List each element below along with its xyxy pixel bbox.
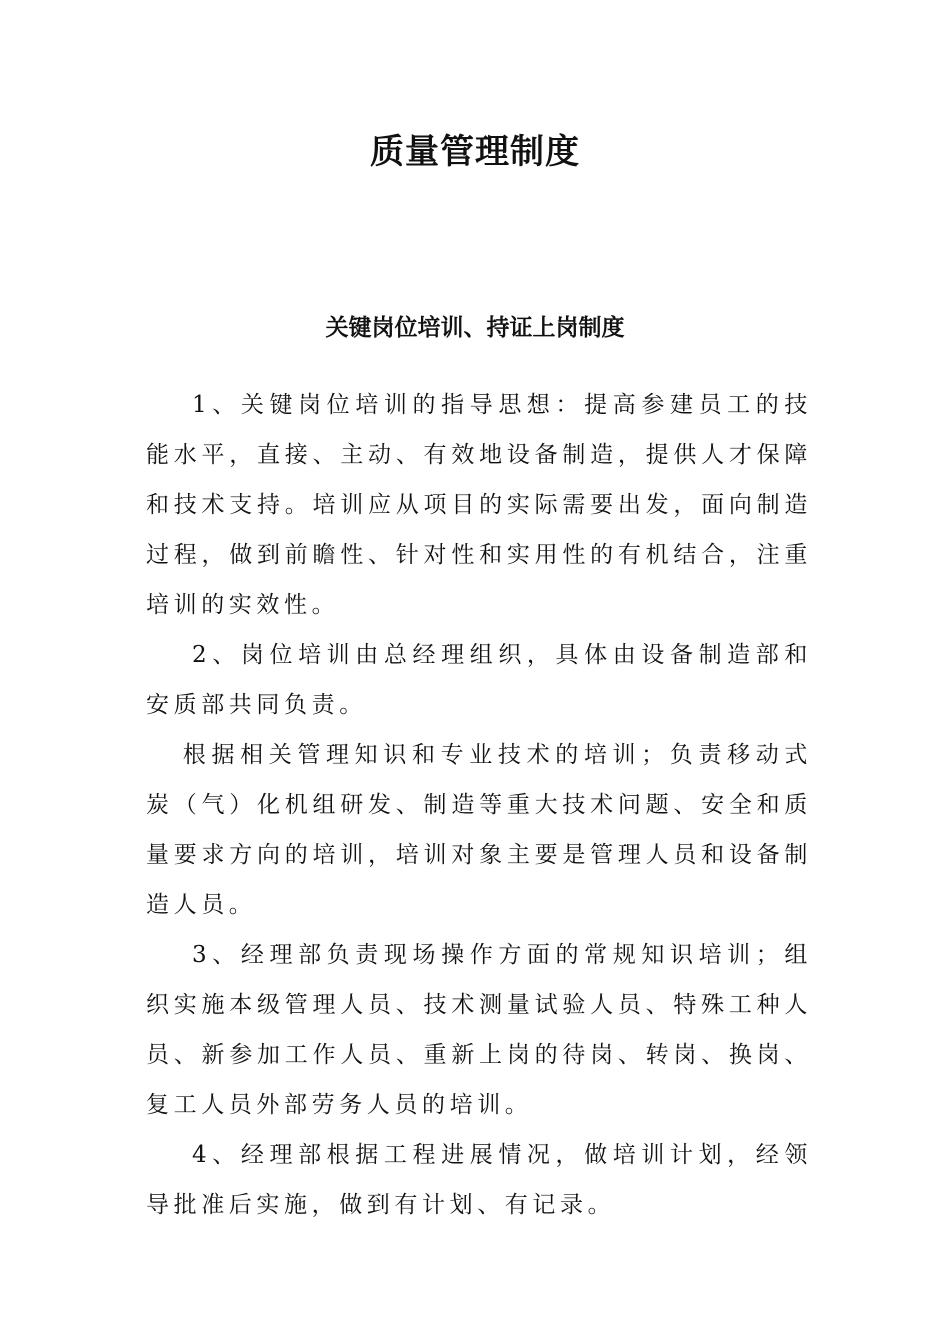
paragraph-1: 1、关键岗位培训的指导思想：提高参建员工的技能水平，直接、主动、有效地设备制造，提供人才保障和技术支持。培训应从项目的实际需要出发，面向制造过程，做到前瞻性、针对性和实用性的有机结合，注重培训的实效性。 xyxy=(146,392,812,618)
document-body xyxy=(146,380,812,1230)
section-title: 关键岗位培训、持证上岗制度 xyxy=(325,314,625,341)
paragraph-3: 根据相关管理知识和专业技术的培训；负责移动式炭（气）化机组研发、制造等重大技术问题、安全和质量要求方向的培训，培训对象主要是管理人员和设备制造人员。 xyxy=(146,742,812,918)
document-title: 质量管理制度 xyxy=(370,132,580,172)
paragraph-5: 4、经理部根据工程进展情况，做培训计划，经领导批准后实施，做到有计划、有记录。 xyxy=(146,1142,812,1218)
paragraph-2: 2、岗位培训由总经理组织，具体由设备制造部和安质部共同负责。 xyxy=(146,642,812,718)
paragraph-4: 3、经理部负责现场操作方面的常规知识培训；组织实施本级管理人员、技术测量试验人员、特殊工种人员、新参加工作人员、重新上岗的待岗、转岗、换岗、复工人员外部劳务人员的培训。 xyxy=(146,942,812,1118)
